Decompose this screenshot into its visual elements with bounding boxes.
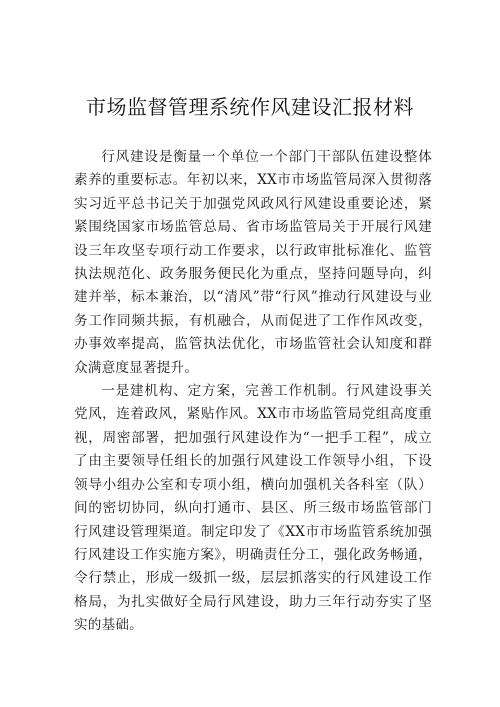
paragraph-intro: 行风建设是衡量一个单位一个部门干部队伍建设整体素养的重要标志。年初以来，XX市市场监管局深入贯彻落实习近平总书记关于加强党风政风行风建设重要论述，紧紧围绕国家市场监管总局、省市场监管局关于开展行风建设三年攻坚专项行动工作要求，以行政审批标准化、监管执法规范化、政务服务便民化为重点，坚持问题导向，纠建并举，标本兼治，以“清风”带“行风”推动行风建设与业务工作同频共振，有机融合，从而促进了工作作风改变，办事效率提高，监管执法优化，市场监管社会认知度和群众满意度显著提升。 [74,149,432,376]
document-title: 市场监督管理系统作风建设汇报材料 [86,95,414,119]
paragraph-first-measure: 一是建机构、定方案，完善工作机制。行风建设事关党风，连着政风，紧贴作风。XX市市场监管局党组高度重视，周密部署，把加强行风建设作为“一把手工程”，成立了由主要领导任组长的加强行风建设工作领导小组，下设领导小组办公室和专项小组，横向加强机关各科室（队）间的密切协同，纵向打通市、县区、所三级市场监管部门行风建设管理渠道。制定印发了《XX市市场监管系统加强行风建设工作实施方案》，明确责任分工，强化政务畅通，令行禁止，形成一级抓一级，层层抓落实的行风建设工作格局，为扎实做好全局行风建设，助力三年行动夯实了坚实的基础。 [74,383,432,634]
document-body [74,146,432,638]
